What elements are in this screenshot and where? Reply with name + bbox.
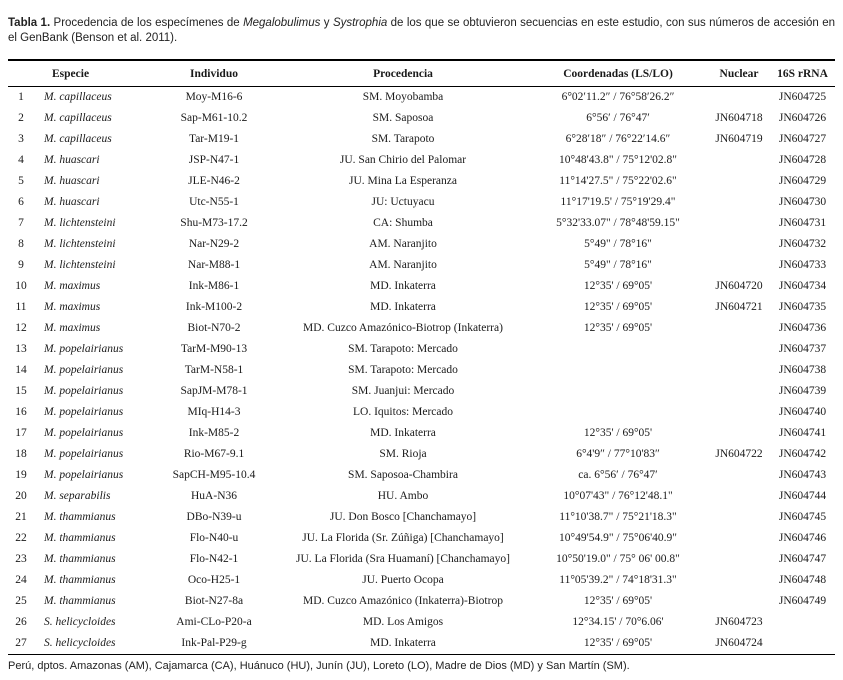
cell-nuclear <box>708 360 770 381</box>
cell-procedencia: JU. Puerto Ocopa <box>362 574 444 587</box>
cell-procedencia: JU. Don Bosco [Chanchamayo] <box>329 511 477 524</box>
cell-nuclear: JN604718 <box>715 112 763 125</box>
cell-coordenadas <box>528 360 708 381</box>
cell-individuo: Flo-N42-1 <box>189 553 239 566</box>
cell-16s-rrna: JN604726 <box>778 112 827 125</box>
table-row <box>8 129 835 150</box>
cell-16s-rrna: JN604744 <box>778 490 827 503</box>
cell-individuo: Tar-M19-1 <box>188 133 240 146</box>
cell-individuo: MIq-H14-3 <box>187 406 241 419</box>
cell-individuo: Utc-N55-1 <box>189 196 239 209</box>
cell-especie: M. popelairianus <box>44 427 124 440</box>
cell-16s-rrna: JN604725 <box>778 91 827 104</box>
cell-nuclear <box>708 591 770 612</box>
row-number: 7 <box>18 217 24 230</box>
row-number: 12 <box>15 322 27 335</box>
row-number: 6 <box>18 196 24 209</box>
cell-coordenadas: 12°35' / 69°05' <box>583 322 653 335</box>
cell-especie: M. lichtensteini <box>44 259 116 272</box>
table-row <box>8 507 835 528</box>
cell-individuo: JLE-N46-2 <box>188 175 240 188</box>
table-row <box>8 591 835 612</box>
cell-especie: M. huascari <box>44 196 100 209</box>
table-row <box>8 150 835 171</box>
row-number: 2 <box>18 112 24 125</box>
cell-coordenadas: 10°49'54.9" / 75°06'40.9" <box>559 532 677 545</box>
cell-procedencia: MD. Los Amigos <box>362 616 444 629</box>
cell-coordenadas: 12°35' / 69°05' <box>583 595 653 608</box>
cell-nuclear <box>708 486 770 507</box>
cell-individuo: Biot-N70-2 <box>187 322 241 335</box>
cell-procedencia: HU. Ambo <box>377 490 429 503</box>
cell-coordenadas: 11°05'39.2" / 74°18'31.3" <box>559 574 677 587</box>
cell-procedencia: JU. San Chirio del Palomar <box>339 154 467 167</box>
row-number: 13 <box>15 343 27 356</box>
row-number: 1 <box>18 91 24 104</box>
cell-procedencia: SM. Juanjui: Mercado <box>351 385 455 398</box>
cell-procedencia: SM. Tarapoto: Mercado <box>348 364 458 377</box>
row-number: 4 <box>18 154 24 167</box>
cell-especie: M. popelairianus <box>44 469 124 482</box>
cell-coordenadas: 6°4'9″ / 77°10'83″ <box>576 448 660 461</box>
caption-text-1: Procedencia de los especímenes de <box>50 16 244 29</box>
table-row <box>8 528 835 549</box>
column-header-row-number <box>8 60 34 87</box>
caption-genus-1: Megalobulimus <box>243 16 321 29</box>
table-row <box>8 339 835 360</box>
cell-16s-rrna: JN604732 <box>778 238 827 251</box>
cell-procedencia: SM. Tarapoto <box>371 133 435 146</box>
cell-individuo: TarM-M90-13 <box>180 343 248 356</box>
cell-individuo: TarM-N58-1 <box>184 364 244 377</box>
cell-coordenadas: 12°35' / 69°05' <box>583 280 653 293</box>
row-number: 25 <box>15 595 27 608</box>
table-row <box>8 276 835 297</box>
cell-procedencia: MD. Cuzco Amazónico-Biotrop (Inkaterra) <box>303 322 503 335</box>
table-row <box>8 192 835 213</box>
specimens-table <box>8 59 835 655</box>
cell-nuclear <box>708 192 770 213</box>
row-number: 11 <box>15 301 27 314</box>
cell-coordenadas: 11°17'19.5' / 75°19'29.4" <box>560 196 676 209</box>
cell-procedencia: AM. Naranjito <box>369 238 437 251</box>
cell-nuclear: JN604719 <box>715 133 763 146</box>
cell-coordenadas: 5°49" / 78°16" <box>584 259 652 272</box>
caption-text-3: de los que se obtuvieron secuencias en este estudio, con sus números de accesión en el GenBank (Benson et al. 2011). <box>8 16 836 45</box>
cell-procedencia: JU: Uctuyacu <box>371 196 435 209</box>
row-number: 20 <box>15 490 27 503</box>
cell-individuo: Ink-Pal-P29-g <box>181 637 247 650</box>
table-row <box>8 318 835 339</box>
cell-procedencia: JU. La Florida (Sra Huamaní) [Chanchamayo] <box>296 553 510 566</box>
cell-nuclear <box>708 255 770 276</box>
cell-coordenadas: 12°35' / 69°05' <box>583 427 653 440</box>
cell-procedencia: SM. Tarapoto: Mercado <box>348 343 458 356</box>
table-row <box>8 171 835 192</box>
column-header-nuclear: Nuclear <box>708 60 770 87</box>
cell-especie: M. maximus <box>44 280 101 293</box>
row-number: 15 <box>15 385 27 398</box>
cell-nuclear <box>708 86 770 108</box>
cell-nuclear <box>708 150 770 171</box>
cell-especie: M. capillaceus <box>44 91 112 104</box>
row-number: 17 <box>15 427 27 440</box>
cell-nuclear <box>708 465 770 486</box>
cell-coordenadas: 12°35' / 69°05' <box>583 637 653 650</box>
cell-16s-rrna: JN604748 <box>778 574 827 587</box>
cell-16s-rrna: JN604728 <box>778 154 827 167</box>
cell-especie: M. maximus <box>44 322 101 335</box>
cell-16s-rrna: JN604746 <box>778 532 827 545</box>
cell-nuclear <box>708 234 770 255</box>
cell-individuo: Moy-M16-6 <box>185 91 243 104</box>
table-header <box>8 60 835 87</box>
cell-nuclear <box>708 570 770 591</box>
cell-individuo: Nar-M88-1 <box>187 259 241 272</box>
row-number: 21 <box>15 511 27 524</box>
cell-nuclear: JN604722 <box>715 448 763 461</box>
caption-label: Tabla 1. <box>8 16 51 29</box>
cell-16s-rrna: JN604734 <box>778 280 827 293</box>
cell-individuo: Rio-M67-9.1 <box>183 448 245 461</box>
row-number: 26 <box>15 616 27 629</box>
cell-nuclear: JN604720 <box>715 280 763 293</box>
cell-individuo: HuA-N36 <box>191 490 237 503</box>
cell-individuo: JSP-N47-1 <box>188 154 240 167</box>
cell-procedencia: AM. Naranjito <box>369 259 437 272</box>
table-row <box>8 612 835 633</box>
cell-especie: M. thammianus <box>44 553 116 566</box>
cell-16s-rrna: JN604747 <box>778 553 827 566</box>
row-number: 19 <box>15 469 27 482</box>
table-row <box>8 549 835 570</box>
cell-16s-rrna: JN604745 <box>778 511 827 524</box>
table-row <box>8 108 835 129</box>
cell-especie: M. separabilis <box>44 490 111 503</box>
cell-procedencia: LO. Iquitos: Mercado <box>353 406 453 419</box>
cell-especie: M. popelairianus <box>44 385 124 398</box>
cell-coordenadas <box>528 402 708 423</box>
cell-coordenadas: 10°48'43.8" / 75°12'02.8" <box>559 154 677 167</box>
cell-individuo: Shu-M73-17.2 <box>180 217 248 230</box>
cell-16s-rrna: JN604731 <box>778 217 827 230</box>
cell-procedencia: MD. Inkaterra <box>370 427 436 440</box>
cell-16s-rrna: JN604735 <box>778 301 827 314</box>
table-body <box>8 86 835 654</box>
table-row <box>8 234 835 255</box>
cell-16s-rrna: JN604738 <box>778 364 827 377</box>
cell-16s-rrna: JN604740 <box>778 406 827 419</box>
table-row <box>8 423 835 444</box>
cell-coordenadas: ca. 6°56′ / 76°47′ <box>578 469 658 482</box>
cell-coordenadas: 12°35' / 69°05' <box>583 301 653 314</box>
cell-16s-rrna: JN604742 <box>778 448 827 461</box>
row-number: 23 <box>15 553 27 566</box>
cell-coordenadas: 10°50'19.0" / 75° 06' 00.8" <box>556 553 680 566</box>
row-number: 8 <box>18 238 24 251</box>
cell-16s-rrna: JN604730 <box>778 196 827 209</box>
cell-coordenadas: 10°07'43" / 76°12'48.1" <box>563 490 673 503</box>
cell-individuo: DBo-N39-u <box>186 511 242 524</box>
cell-individuo: Ink-M100-2 <box>185 301 243 314</box>
row-number: 9 <box>18 259 24 272</box>
row-number: 27 <box>15 637 27 650</box>
cell-coordenadas: 6°28′18″ / 76°22′14.6″ <box>565 133 671 146</box>
table-row <box>8 86 835 108</box>
cell-especie: M. popelairianus <box>44 364 124 377</box>
cell-nuclear <box>708 381 770 402</box>
cell-coordenadas: 11°14'27.5" / 75°22'02.6" <box>559 175 677 188</box>
cell-especie: M. popelairianus <box>44 406 124 419</box>
row-number: 10 <box>15 280 27 293</box>
table-row <box>8 297 835 318</box>
cell-nuclear <box>708 549 770 570</box>
cell-individuo: Nar-N29-2 <box>188 238 240 251</box>
cell-nuclear <box>708 402 770 423</box>
cell-16s-rrna <box>770 633 835 655</box>
cell-coordenadas: 6°56′ / 76°47′ <box>586 112 650 125</box>
table-row <box>8 633 835 655</box>
cell-especie: M. capillaceus <box>44 112 112 125</box>
cell-individuo: Ami-CLo-P20-a <box>176 616 252 629</box>
row-number: 5 <box>18 175 24 188</box>
cell-16s-rrna: JN604737 <box>778 343 827 356</box>
cell-individuo: Ink-M86-1 <box>188 280 240 293</box>
row-number: 14 <box>15 364 27 377</box>
cell-16s-rrna: JN604749 <box>778 595 827 608</box>
cell-16s-rrna: JN604743 <box>778 469 827 482</box>
cell-procedencia: SM. Moyobamba <box>362 91 444 104</box>
cell-procedencia: MD. Inkaterra <box>370 637 436 650</box>
cell-especie: M. thammianus <box>44 511 116 524</box>
cell-coordenadas <box>528 381 708 402</box>
cell-individuo: SapJM-M78-1 <box>180 385 248 398</box>
cell-especie: M. huascari <box>44 154 100 167</box>
cell-especie: M. maximus <box>44 301 101 314</box>
cell-nuclear: JN604723 <box>715 616 763 629</box>
cell-16s-rrna: JN604727 <box>778 133 827 146</box>
cell-individuo: Flo-N40-u <box>189 532 239 545</box>
caption-genus-2: Systrophia <box>332 16 388 29</box>
row-number: 16 <box>15 406 27 419</box>
cell-especie: M. popelairianus <box>44 448 124 461</box>
table-footnote: Perú, dptos. Amazonas (AM), Cajamarca (CA), Huánuco (HU), Junín (JU), Loreto (LO), Madre de Dios (MD) y San Martín (SM). <box>8 659 630 672</box>
cell-16s-rrna: JN604739 <box>778 385 827 398</box>
column-header-16s-rrna: 16S rRNA <box>770 60 835 87</box>
cell-coordenadas: 5°32'33.07" / 78°48'59.15" <box>556 217 680 230</box>
cell-16s-rrna: JN604736 <box>778 322 827 335</box>
caption-text-2: y <box>320 16 333 29</box>
cell-individuo: Sap-M61-10.2 <box>180 112 248 125</box>
cell-individuo: SapCH-M95-10.4 <box>172 469 256 482</box>
table-row <box>8 465 835 486</box>
cell-especie: M. huascari <box>44 175 100 188</box>
row-number: 18 <box>15 448 27 461</box>
table-row <box>8 570 835 591</box>
cell-especie: M. popelairianus <box>44 343 124 356</box>
cell-coordenadas: 6°02′11.2″ / 76°58′26.2″ <box>561 91 675 104</box>
table-row <box>8 360 835 381</box>
cell-procedencia: MD. Cuzco Amazónico (Inkaterra)-Biotrop <box>303 595 503 608</box>
cell-especie: M. lichtensteini <box>44 217 116 230</box>
table-row <box>8 402 835 423</box>
cell-coordenadas: 5°49" / 78°16" <box>584 238 652 251</box>
cell-especie: S. helicycloides <box>44 616 116 629</box>
cell-16s-rrna: JN604733 <box>778 259 827 272</box>
cell-especie: S. helicycloides <box>44 637 116 650</box>
cell-16s-rrna: JN604741 <box>778 427 827 440</box>
cell-procedencia: MD. Inkaterra <box>370 301 436 314</box>
cell-individuo: Biot-N27-8a <box>184 595 244 608</box>
cell-coordenadas: 12°34.15' / 70°6.06' <box>572 616 664 629</box>
table-row <box>8 444 835 465</box>
cell-procedencia: CA: Shumba <box>373 217 433 230</box>
cell-nuclear <box>708 423 770 444</box>
table-row <box>8 213 835 234</box>
row-number: 3 <box>18 133 24 146</box>
cell-especie: M. thammianus <box>44 574 116 587</box>
cell-coordenadas <box>528 339 708 360</box>
cell-16s-rrna: JN604729 <box>778 175 827 188</box>
column-header-especie: Especie <box>34 60 150 87</box>
cell-nuclear: JN604724 <box>715 637 763 650</box>
cell-nuclear <box>708 171 770 192</box>
cell-nuclear <box>708 339 770 360</box>
column-header-individuo: Individuo <box>150 60 278 87</box>
cell-16s-rrna <box>770 612 835 633</box>
cell-especie: M. capillaceus <box>44 133 112 146</box>
cell-procedencia: MD. Inkaterra <box>370 280 436 293</box>
table-row <box>8 255 835 276</box>
cell-nuclear <box>708 213 770 234</box>
cell-especie: M. lichtensteini <box>44 238 116 251</box>
cell-nuclear <box>708 318 770 339</box>
cell-individuo: Oco-H25-1 <box>187 574 241 587</box>
cell-individuo: Ink-M85-2 <box>188 427 240 440</box>
cell-procedencia: JU. Mina La Esperanza <box>349 175 457 188</box>
cell-especie: M. thammianus <box>44 532 116 545</box>
cell-nuclear <box>708 507 770 528</box>
cell-coordenadas: 11°10'38.7" / 75°21'18.3" <box>559 511 677 524</box>
table-row <box>8 381 835 402</box>
row-number: 24 <box>15 574 27 587</box>
column-header-procedencia: Procedencia <box>278 60 528 87</box>
cell-procedencia: SM. Saposoa <box>372 112 434 125</box>
table-row <box>8 486 835 507</box>
cell-nuclear: JN604721 <box>715 301 763 314</box>
column-header-coordenadas: Coordenadas (LS/LO) <box>528 60 708 87</box>
cell-procedencia: SM. Rioja <box>379 448 427 461</box>
cell-especie: M. thammianus <box>44 595 116 608</box>
cell-procedencia: JU. La Florida (Sr. Zúñiga) [Chanchamayo] <box>302 532 504 545</box>
table-caption <box>8 16 835 48</box>
cell-nuclear <box>708 528 770 549</box>
cell-procedencia: SM. Saposoa-Chambira <box>348 469 458 482</box>
row-number: 22 <box>15 532 27 545</box>
